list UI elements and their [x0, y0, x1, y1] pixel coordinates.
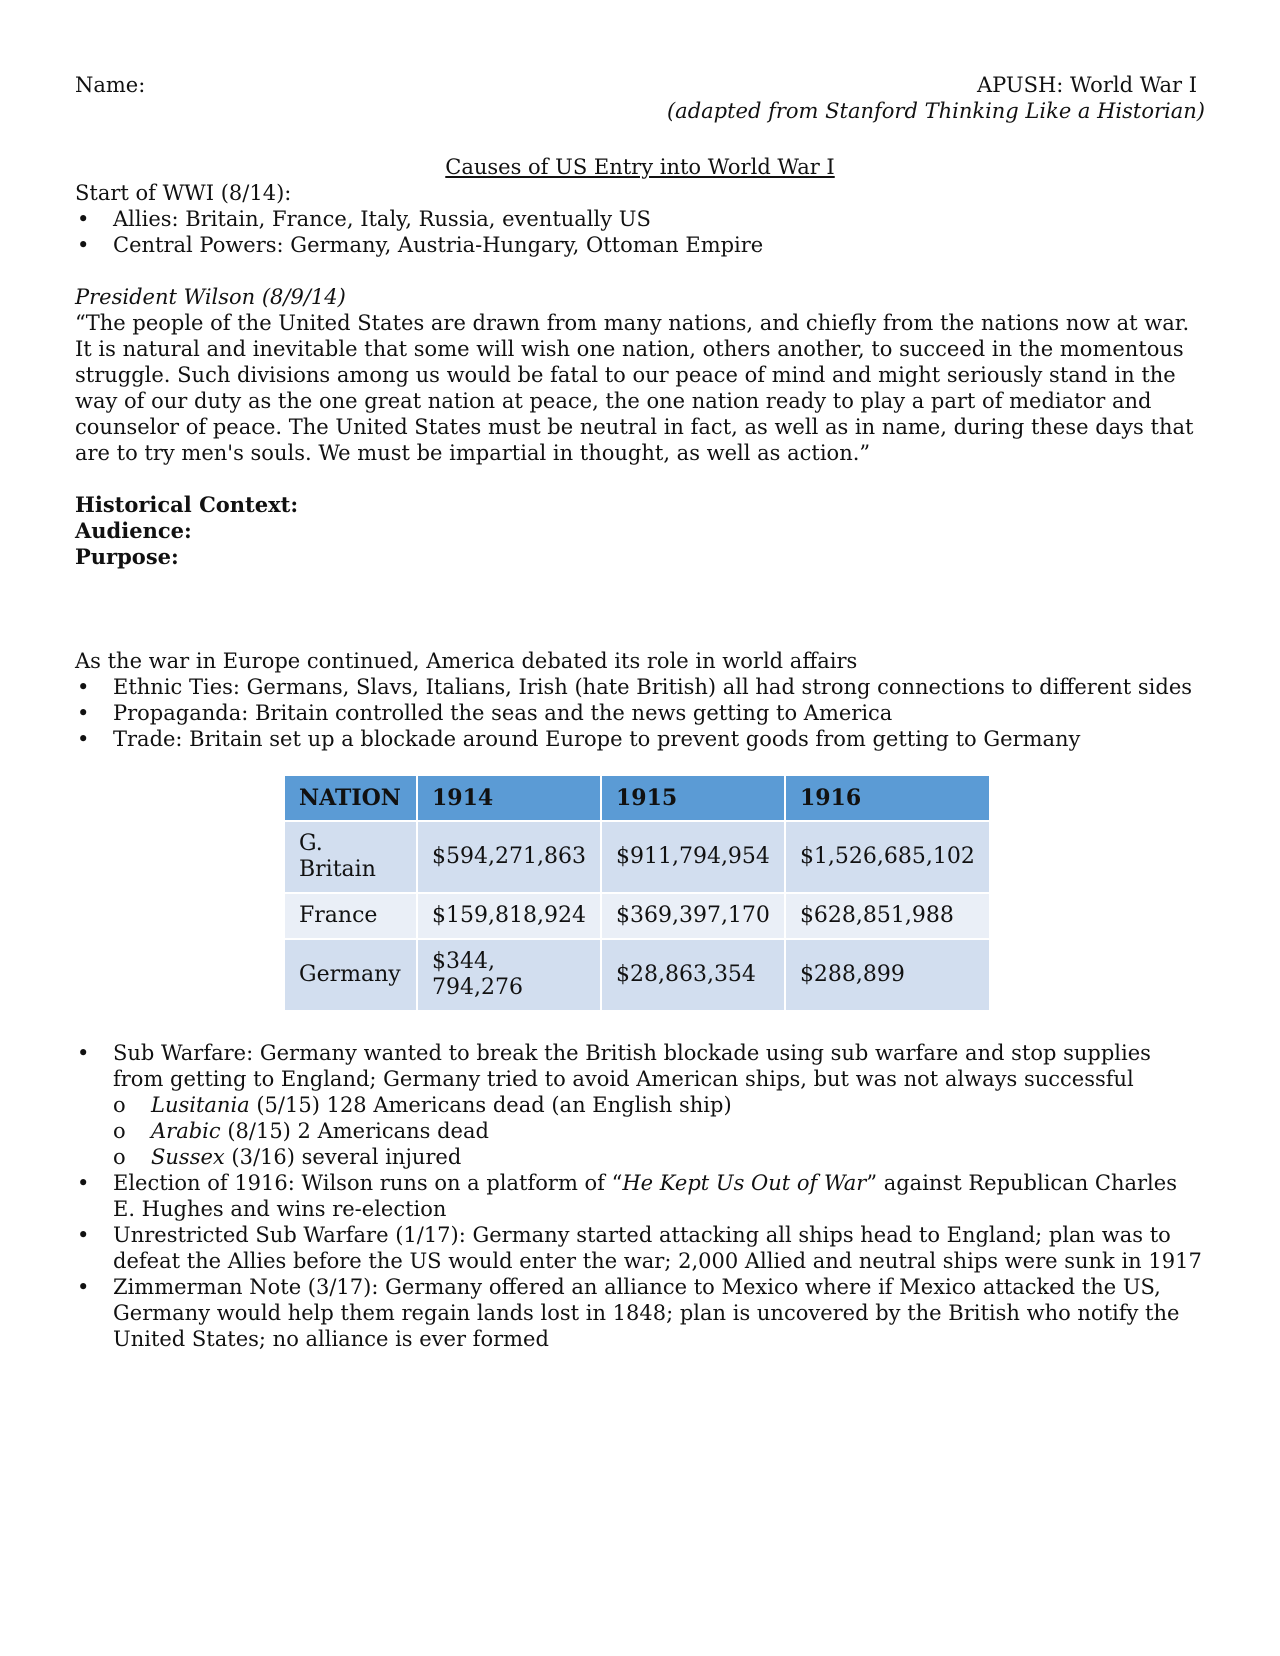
table-cell: Germany: [285, 940, 416, 1010]
table-cell: $594,271,863: [418, 822, 600, 892]
list-item: • Unrestricted Sub Warfare (1/17): Germany started attacking all ships head to England; plan was to defeat the Allies before the US would enter the war; 2,000 Allied and neutral ships were sunk in 1917: [75, 1222, 1205, 1274]
table-header-cell: 1916: [786, 776, 989, 820]
debate-list: [75, 674, 1205, 752]
table-row: [285, 894, 989, 938]
list-item: • Ethnic Ties: Germans, Slavs, Italians, Irish (hate British) all had strong connections to different sides: [75, 674, 1205, 700]
start-list: [75, 206, 1205, 258]
page-title: Causes of US Entry into World War I: [445, 155, 835, 179]
table-cell: $628,851,988: [786, 894, 989, 938]
table-header-row: [285, 776, 989, 820]
list-item: • Central Powers: Germany, Austria-Hungary, Ottoman Empire: [75, 232, 1205, 258]
table-row: [285, 940, 989, 1010]
audience-label: Audience:: [75, 518, 192, 543]
list-item: [113, 1092, 1205, 1118]
list-item: • Allies: Britain, France, Italy, Russia, eventually US: [75, 206, 1205, 232]
ship-detail: (5/15) 128 Americans dead (an English ship): [249, 1093, 732, 1117]
list-item: [113, 1118, 1205, 1144]
table-cell: $344, 794,276: [418, 940, 600, 1010]
start-heading: Start of WWI (8/14):: [75, 181, 292, 205]
list-item: [113, 1144, 1205, 1170]
ship-name: Sussex: [151, 1145, 225, 1169]
table-cell: $369,397,170: [602, 894, 784, 938]
election-text-post: ” against Republican Charles E. Hughes and wins re-election: [113, 1171, 1177, 1221]
trade-table: [283, 774, 991, 1012]
events-list: [75, 1040, 1205, 1352]
course-title: APUSH: World War I: [976, 73, 1197, 97]
ship-detail: (3/16) several injured: [224, 1145, 462, 1169]
sub-marker: o: [113, 1145, 126, 1169]
sub-marker: o: [113, 1093, 126, 1117]
worksheet-page: [75, 72, 1205, 1352]
adapted-note: (adapted from Stanford Thinking Like a Historian): [666, 99, 1205, 123]
table-cell: G. Britain: [285, 822, 416, 892]
table-cell: $288,899: [786, 940, 989, 1010]
sub-marker: o: [113, 1119, 126, 1143]
sub-warfare-text: Sub Warfare: Germany wanted to break the British blockade using sub warfare and stop supplies from getting to England; Germany tried to avoid American ships, but was not always successful: [113, 1041, 1151, 1091]
list-item: [75, 1040, 1205, 1170]
table-cell: $1,526,685,102: [786, 822, 989, 892]
table-cell: $28,863,354: [602, 940, 784, 1010]
ships-list: [113, 1092, 1205, 1170]
ship-name: Lusitania: [151, 1093, 250, 1117]
list-item: • Zimmerman Note (3/17): Germany offered an alliance to Mexico where if Mexico attacked the US, Germany would help them regain lands lost in 1848; plan is uncovered by the British who notify the United States; no alliance is ever formed: [75, 1274, 1205, 1352]
historical-context-label: Historical Context:: [75, 492, 299, 517]
election-slogan: He Kept Us Out of War: [622, 1171, 867, 1195]
name-label: Name:: [75, 73, 146, 97]
table-cell: France: [285, 894, 416, 938]
table-cell: $159,818,924: [418, 894, 600, 938]
purpose-label: Purpose:: [75, 544, 179, 569]
wilson-quote: “The people of the United States are drawn from many nations, and chiefly from the nations now at war. It is natural and inevitable that some will wish one nation, others another, to succeed in the momentous struggle. Such divisions among us would be fatal to our peace of mind and might seriously stand in the way of our duty as the one great nation at peace, the one nation ready to play a part of mediator and counselor of peace. The United States must be neutral in fact, as well as in name, during these days that are to try men's souls. We must be impartial in thought, as well as action.”: [75, 311, 1194, 465]
page-header: [75, 72, 1205, 128]
ship-detail: (8/15) 2 Americans dead: [220, 1119, 489, 1143]
table-header-cell: NATION: [285, 776, 416, 820]
debate-intro: As the war in Europe continued, America debated its role in world affairs: [75, 649, 858, 673]
ship-name: Arabic: [151, 1119, 221, 1143]
wilson-heading: President Wilson (8/9/14): [75, 285, 346, 309]
table-cell: $911,794,954: [602, 822, 784, 892]
table-row: [285, 822, 989, 892]
list-item: • Trade: Britain set up a blockade around Europe to prevent goods from getting to Germany: [75, 726, 1205, 752]
list-item: [75, 1170, 1205, 1222]
table-header-cell: 1915: [602, 776, 784, 820]
table-header-cell: 1914: [418, 776, 600, 820]
election-text-pre: Election of 1916: Wilson runs on a platform of “: [113, 1171, 623, 1195]
list-item: • Propaganda: Britain controlled the seas and the news getting to America: [75, 700, 1205, 726]
